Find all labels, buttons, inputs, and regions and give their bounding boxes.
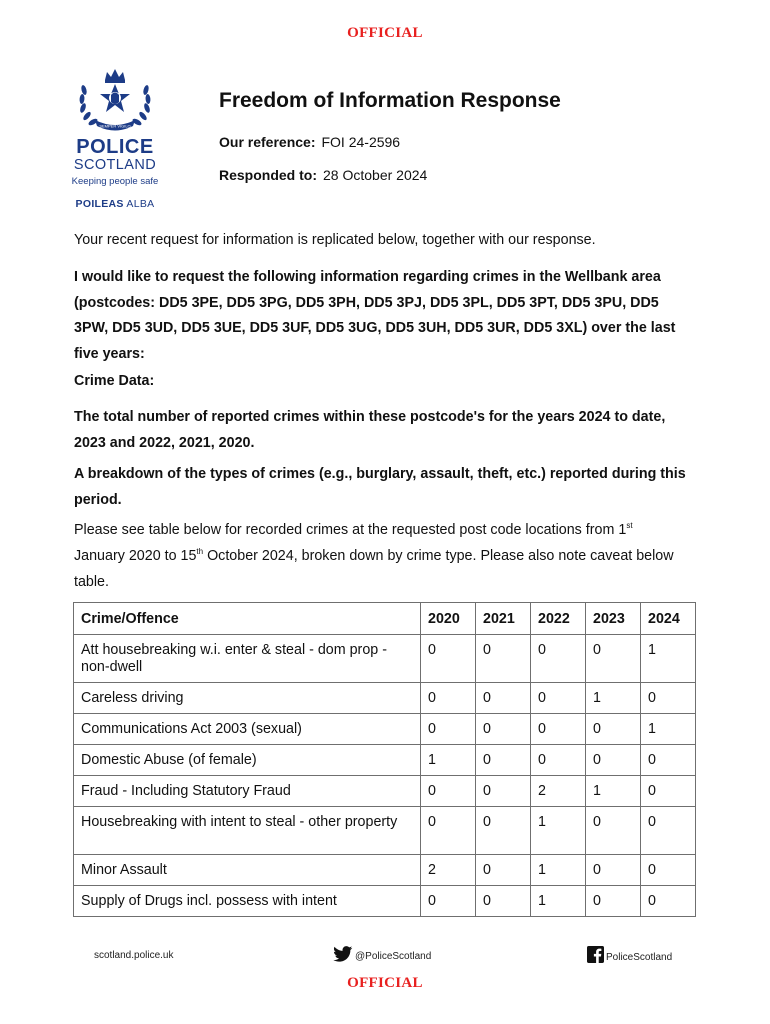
count-2023: 0	[586, 807, 641, 855]
responded-line	[219, 167, 427, 183]
count-2022: 0	[531, 745, 586, 776]
request-paragraph-3: The total number of reported crimes within these postcode's for the years 2024 to date, 2023 and 2022, 2021, 2020.	[74, 409, 666, 451]
count-2021: 0	[476, 683, 531, 714]
count-2023: 0	[586, 714, 641, 745]
table-row	[74, 635, 696, 683]
logo-police: POLICE	[76, 136, 154, 158]
count-2022: 1	[531, 886, 586, 917]
footer-twitter[interactable]	[333, 946, 431, 962]
count-2024: 0	[641, 886, 696, 917]
police-scotland-logo	[68, 66, 162, 210]
logo-tagline: Keeping people safe	[71, 176, 159, 187]
count-2024: 1	[641, 714, 696, 745]
note-text-3: October 2024, broken down by crime type. Please also note caveat below table.	[74, 548, 674, 590]
logo-scotland: SCOTLAND	[73, 157, 157, 173]
official-marking-bottom: OFFICIAL	[347, 975, 423, 991]
count-2022: 0	[531, 683, 586, 714]
note-sup-1: st	[626, 521, 633, 530]
responded-label: Responded to:	[219, 167, 317, 183]
header-2024: 2024	[641, 603, 696, 635]
twitter-handle: @PoliceScotland	[355, 951, 432, 962]
crime-name: Fraud - Including Statutory Fraud	[74, 776, 421, 807]
footer-website[interactable]: scotland.police.uk	[94, 950, 174, 961]
crime-name: Housebreaking with intent to steal - other property	[74, 807, 421, 855]
crime-name: Minor Assault	[74, 855, 421, 886]
crime-name: Supply of Drugs incl. possess with intent	[74, 886, 421, 917]
count-2023: 1	[586, 776, 641, 807]
logo-gaelic-bold: POILEAS	[75, 198, 124, 210]
count-2021: 0	[476, 714, 531, 745]
note-sup-2: th	[196, 547, 204, 556]
official-marking-top: OFFICIAL	[347, 25, 423, 41]
count-2021: 0	[476, 886, 531, 917]
count-2024: 0	[641, 683, 696, 714]
count-2022: 1	[531, 855, 586, 886]
intro-paragraph: Your recent request for information is replicated below, together with our response.	[74, 232, 596, 248]
footer-facebook[interactable]	[587, 946, 672, 963]
count-2020: 0	[421, 635, 476, 683]
count-2024: 0	[641, 807, 696, 855]
request-paragraph-1: I would like to request the following information regarding crimes in the Wellbank area (postcodes: DD5 3PE, DD5 3PG, DD5 3PH, DD5 3PJ, DD5 3PL, DD5 3PT, DD5 3PU, DD5 3PW, DD5 3UD, DD5 3UE, DD5 3UF, DD5 3UG, DD5 3UH, DD5 3UR, DD5 3XL) over the last five years:	[74, 269, 676, 362]
header-2023: 2023	[586, 603, 641, 635]
count-2022: 0	[531, 714, 586, 745]
count-2024: 1	[641, 635, 696, 683]
reference-value: FOI 24-2596	[321, 134, 401, 150]
crime-name: Careless driving	[74, 683, 421, 714]
request-paragraph-2: Crime Data:	[74, 373, 155, 389]
crime-name: Att housebreaking w.i. enter & steal - dom prop - non-dwell	[74, 635, 421, 683]
count-2020: 0	[421, 776, 476, 807]
count-2023: 0	[586, 635, 641, 683]
crime-table	[73, 602, 696, 917]
page-title: Freedom of Information Response	[219, 89, 561, 112]
crest-icon	[73, 66, 157, 136]
count-2023: 0	[586, 855, 641, 886]
header-crime-offence: Crime/Offence	[74, 603, 421, 635]
crime-name: Communications Act 2003 (sexual)	[74, 714, 421, 745]
count-2023: 0	[586, 745, 641, 776]
count-2024: 0	[641, 776, 696, 807]
table-row	[74, 807, 696, 855]
request-paragraph-4: A breakdown of the types of crimes (e.g., burglary, assault, theft, etc.) reported during this period.	[74, 466, 686, 508]
count-2023: 1	[586, 683, 641, 714]
note-text-2: January 2020 to 15	[74, 548, 197, 564]
reference-label: Our reference:	[219, 134, 316, 150]
count-2020: 0	[421, 714, 476, 745]
logo-gaelic	[68, 198, 162, 210]
count-2021: 0	[476, 776, 531, 807]
facebook-icon	[587, 946, 604, 963]
responded-value: 28 October 2024	[323, 167, 428, 183]
count-2024: 0	[641, 855, 696, 886]
table-row	[74, 714, 696, 745]
header-2021: 2021	[476, 603, 531, 635]
count-2022: 1	[531, 807, 586, 855]
logo-gaelic-light: ALBA	[126, 198, 155, 210]
table-header-row	[74, 603, 696, 635]
header-2020: 2020	[421, 603, 476, 635]
count-2021: 0	[476, 855, 531, 886]
table-row	[74, 745, 696, 776]
count-2020: 2	[421, 855, 476, 886]
count-2021: 0	[476, 807, 531, 855]
twitter-icon	[333, 946, 353, 962]
count-2020: 0	[421, 683, 476, 714]
crest-motto: SEMPER VIGILO	[99, 123, 131, 129]
response-note	[74, 517, 694, 595]
count-2021: 0	[476, 635, 531, 683]
table-row	[74, 855, 696, 886]
count-2020: 1	[421, 745, 476, 776]
count-2024: 0	[641, 745, 696, 776]
note-text-1: Please see table below for recorded crimes at the requested post code locations from 1	[74, 522, 627, 538]
table-row	[74, 776, 696, 807]
count-2023: 0	[586, 886, 641, 917]
reference-line	[219, 134, 400, 150]
table-row	[74, 683, 696, 714]
count-2020: 0	[421, 807, 476, 855]
header-2022: 2022	[531, 603, 586, 635]
facebook-handle: PoliceScotland	[606, 952, 673, 963]
count-2022: 2	[531, 776, 586, 807]
crime-name: Domestic Abuse (of female)	[74, 745, 421, 776]
table-row	[74, 886, 696, 917]
count-2021: 0	[476, 745, 531, 776]
count-2020: 0	[421, 886, 476, 917]
count-2022: 0	[531, 635, 586, 683]
